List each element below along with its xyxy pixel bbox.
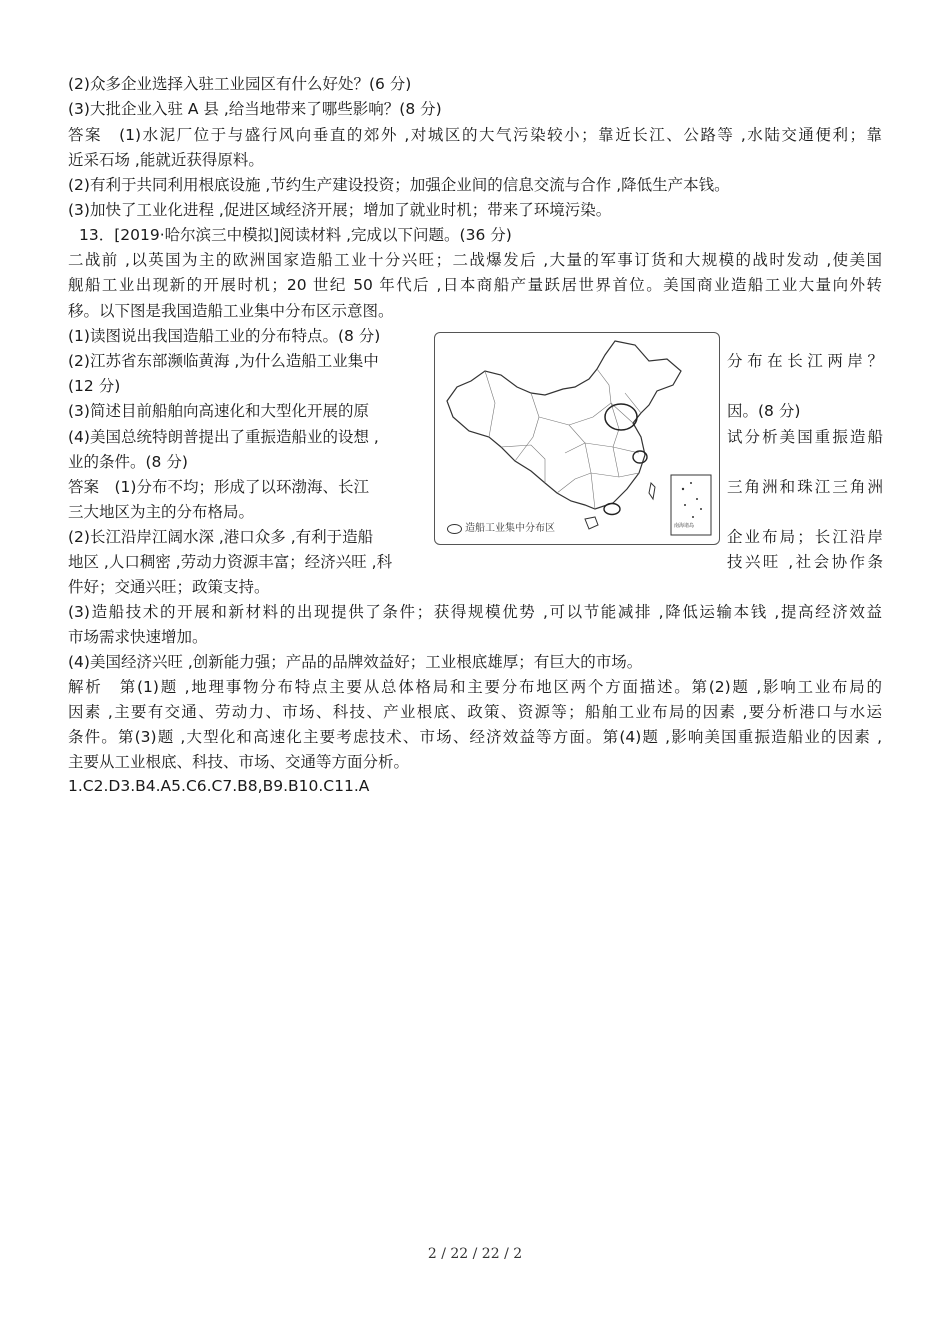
answer-3: (3)加快了工业化进程 ,促进区域经济开展；增加了就业时机；带来了环境污染。 xyxy=(68,201,612,219)
sub-question-3-right: 因。(8 分) xyxy=(727,402,801,420)
china-outline xyxy=(447,341,681,509)
answer-1-line-1: 答案 (1)水泥厂位于与盛行风向垂直的郊外 ,对城区的大气污染较小；靠近长江、公路等 ,水陆交通便利；靠 xyxy=(68,126,882,144)
material-line-1: 二战前 ,以英国为主的欧洲国家造船工业十分兴旺；二战爆发后 ,大量的军事订货和大规模的战时发动 ,使美国 xyxy=(68,251,882,269)
china-shipbuilding-map xyxy=(434,332,720,545)
legend-label: 造船工业集中分布区 xyxy=(465,523,555,534)
bohai-rim-zone xyxy=(605,404,637,430)
question-3: (3)大批企业入驻 A 县 ,给当地带来了哪些影响？(8 分) xyxy=(68,100,442,118)
question-2: (2)众多企业选择入驻工业园区有什么好处？(6 分) xyxy=(68,75,412,93)
sub-question-4-right: 试分析美国重振造船 xyxy=(727,428,883,446)
taiwan-island xyxy=(649,483,655,499)
sub-question-1: (1)读图说出我国造船工业的分布特点。(8 分) xyxy=(68,327,381,345)
answer-2: (2)有利于共同利用根底设施 ,节约生产建设投资；加强企业间的信息交流与合作 ,降低生产本钱。 xyxy=(68,176,730,194)
sub-question-4-left: (4)美国总统特朗普提出了重振造船业的设想 , xyxy=(68,428,379,446)
answer-13-4: (4)美国经济兴旺 ,创新能力强；产品的品牌效益好；工业根底雄厚；有巨大的市场。 xyxy=(68,653,643,671)
hainan-island xyxy=(585,517,598,529)
material-line-2: 舰船工业出现新的开展时机；20 世纪 50 年代后 ,日本商船产量跃居世界首位。美国商业造船工业大量向外转 xyxy=(68,276,882,294)
map-legend xyxy=(447,523,555,535)
sub-question-4-line-2: 业的条件。(8 分) xyxy=(68,453,188,471)
analysis-line-4: 主要从工业根底、科技、市场、交通等方面分析。 xyxy=(68,753,410,771)
analysis-line-3: 条件。第(3)题 ,大型化和高速化主要考虑技术、市场、经济效益等方面。第(4)题 ,影响美国重振造船业的因素 , xyxy=(68,728,882,746)
legend-oval-icon xyxy=(447,524,462,534)
answer-13-1-right: 三角洲和珠江三角洲 xyxy=(727,478,883,496)
analysis-line-1: 解析 第(1)题 ,地理事物分布特点主要从总体格局和主要分布地区两个方面描述。第(2)题 ,影响工业布局的 xyxy=(68,678,882,696)
sub-question-2-score: (12 分) xyxy=(68,377,121,395)
question-13-title: 13．[2019·哈尔滨三中模拟]阅读材料 ,完成以下问题。(36 分) xyxy=(79,226,512,244)
answer-13-2-line-3: 件好；交通兴旺；政策支持。 xyxy=(68,578,270,596)
answer-13-2-right: 企业布局；长江沿岸 xyxy=(727,528,883,546)
material-line-3: 移。以下图是我国造船工业集中分布区示意图。 xyxy=(68,302,394,320)
answer-13-3-line-2: 市场需求快速增加。 xyxy=(68,628,208,646)
answer-13-1-left: 答案 (1)分布不均；形成了以环渤海、长江 xyxy=(68,478,369,496)
analysis-line-2: 因素 ,主要有交通、劳动力、市场、科技、产业根底、政策、资源等；船舶工业布局的因素 ,要分析港口与水运 xyxy=(68,703,882,721)
answer-13-3-line-1: (3)造船技术的开展和新材料的出现提供了条件；获得规模优势 ,可以节能减排 ,降低运输本钱 ,提高经济效益 xyxy=(68,603,882,621)
sub-question-3-left: (3)简述目前船舶向高速化和大型化开展的原 xyxy=(68,402,369,420)
answer-13-2-line-2-right: 技兴旺 ,社会协作条 xyxy=(727,553,883,571)
pearl-delta-zone xyxy=(604,504,620,515)
sub-question-2-left: (2)江苏省东部濒临黄海 ,为什么造船工业集中 xyxy=(68,352,379,370)
answer-keys: 1.C2.D3.B4.A5.C6.C7.B8,B9.B10.C11.A xyxy=(68,777,370,795)
sub-question-2-right: 分布在长江两岸？ xyxy=(727,352,883,370)
page-number: 2 / 22 / 22 / 2 xyxy=(427,1246,523,1262)
answer-1-line-2: 近采石场 ,能就近获得原料。 xyxy=(68,151,264,169)
answer-13-2-line-2-left: 地区 ,人口稠密 ,劳动力资源丰富；经济兴旺 ,科 xyxy=(68,553,393,571)
answer-13-1-line-2: 三大地区为主的分布格局。 xyxy=(68,503,255,521)
province-borders xyxy=(485,369,641,509)
inset-label: 南海诸岛 xyxy=(674,523,695,529)
answer-13-2-left: (2)长江沿岸江阔水深 ,港口众多 ,有利于造船 xyxy=(68,528,374,546)
china-map-drawing xyxy=(435,333,719,544)
